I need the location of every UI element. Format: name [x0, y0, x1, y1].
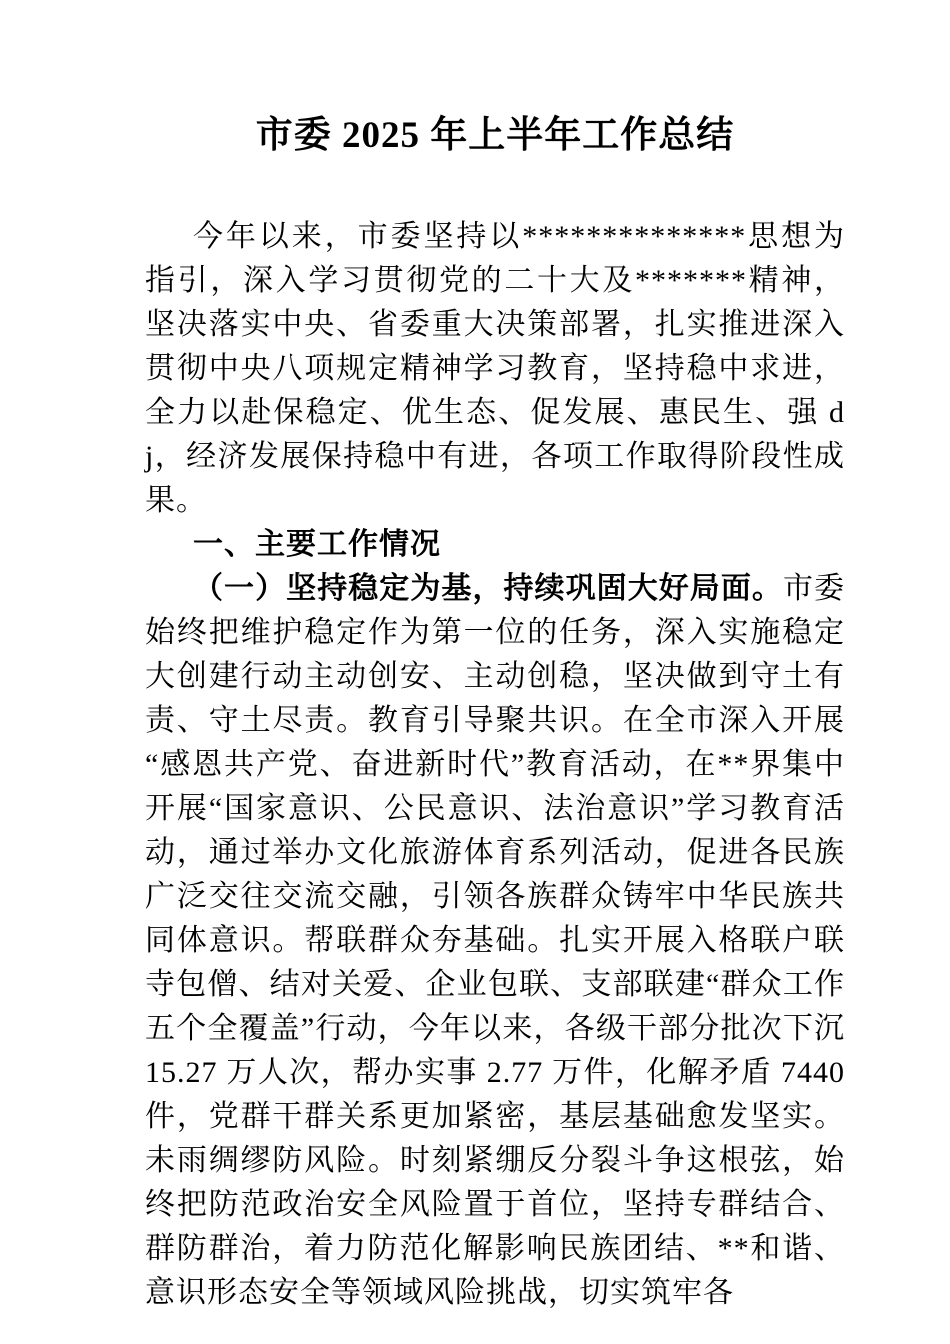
- text-run: （一）坚持稳定为基，持续巩固大好局面。: [193, 572, 783, 605]
- text-run: 市委始终把维护稳定作为第一位的任务，深入实施稳定大创建行动主动创安、主动创稳，坚决做到守土有责、守土尽责。教育引导聚共识。在全市深入开展“感恩共产党、奋进新时代”教育活动，在**界集中开展“国家意识、公民意识、法治意识”学习教育活动，通过举办文化旅游体育系列活动，促进各民族广泛交往交流交融，引领各族群众铸牢中华民族共同体意识。帮联群众夯基础。扎实开展入格联户联寺包僧、结对关爱、企业包联、支部联建“群众工作五个全覆盖”行动，今年以来，各级干部分批次下沉 15.27 万人次，帮办实事 2.77 万件，化解矛盾 7440 件，党群干群关系更加紧密，基层基础愈发坚实。未雨绸缪防风险。时刻紧绷反分裂斗争这根弦，始终把防范政治安全风险置于首位，坚持专群结合、群防群治，着力防范化解影响民族团结、**和谐、意识形态安全等领域风险挑战，切实筑牢各: [145, 572, 846, 1309]
- paragraph: [145, 567, 845, 1315]
- paragraph: [145, 215, 845, 523]
- document-content: [145, 110, 845, 1315]
- text-run: 一、主要工作情况: [193, 528, 441, 561]
- document-title: 市委 2025 年上半年工作总结: [255, 115, 735, 156]
- document-blocks: [145, 215, 845, 1315]
- text-run: 今年以来，市委坚持以**************思想为指引，深入学习贯彻党的二十大及*******精神，坚决落实中央、省委重大决策部署，扎实推进深入贯彻中央八项规定精神学习教育，坚持稳中求进，全力以赴保稳定、优生态、促发展、惠民生、强 dj，经济发展保持稳中有进，各项工作取得阶段性成果。: [145, 220, 845, 517]
- section-heading: [145, 523, 845, 567]
